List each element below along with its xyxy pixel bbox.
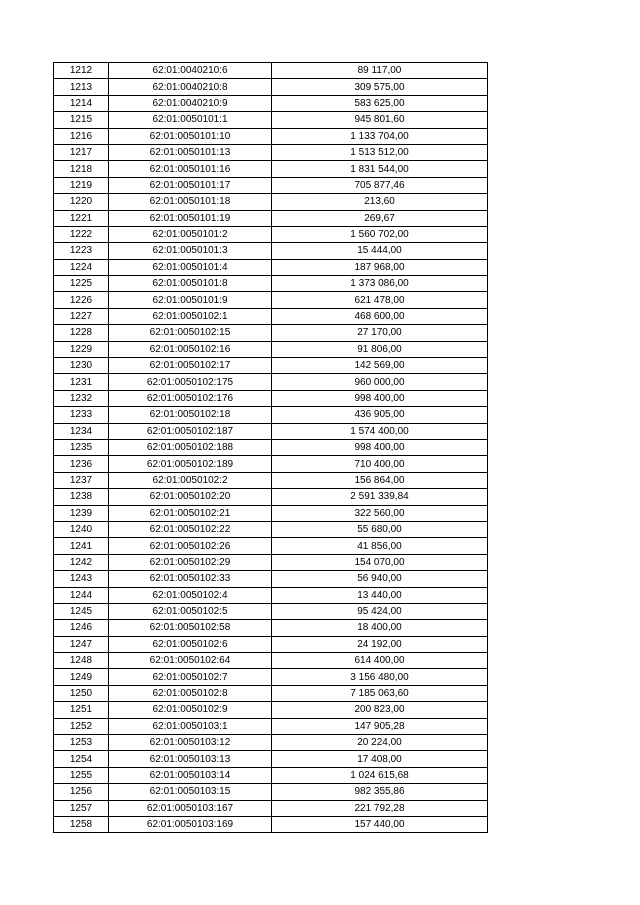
- value-cell: 436 905,00: [272, 407, 488, 423]
- table-row: [54, 325, 488, 341]
- table-row: [54, 587, 488, 603]
- cadastral-number-cell: 62:01:0050102:7: [109, 669, 272, 685]
- cadastral-number-cell: 62:01:0050102:187: [109, 423, 272, 439]
- value-cell: 18 400,00: [272, 620, 488, 636]
- cadastral-number-cell: 62:01:0050101:1: [109, 112, 272, 128]
- value-cell: 3 156 480,00: [272, 669, 488, 685]
- value-cell: 15 444,00: [272, 243, 488, 259]
- cadastral-number-cell: 62:01:0050103:167: [109, 800, 272, 816]
- cadastral-number-cell: 62:01:0050102:6: [109, 636, 272, 652]
- cadastral-number-cell: 62:01:0050103:14: [109, 767, 272, 783]
- cadastral-number-cell: 62:01:0050102:64: [109, 653, 272, 669]
- value-cell: 2 591 339,84: [272, 489, 488, 505]
- row-number-cell: 1228: [54, 325, 109, 341]
- cadastral-number-cell: 62:01:0050102:33: [109, 571, 272, 587]
- table-row: [54, 603, 488, 619]
- cadastral-number-cell: 62:01:0050102:17: [109, 358, 272, 374]
- table-row: [54, 489, 488, 505]
- table-row: [54, 653, 488, 669]
- value-cell: 614 400,00: [272, 653, 488, 669]
- value-cell: 27 170,00: [272, 325, 488, 341]
- cadastral-number-cell: 62:01:0050102:1: [109, 308, 272, 324]
- row-number-cell: 1234: [54, 423, 109, 439]
- value-cell: 1 560 702,00: [272, 226, 488, 242]
- row-number-cell: 1236: [54, 456, 109, 472]
- table-row: [54, 292, 488, 308]
- cadastral-number-cell: 62:01:0050103:12: [109, 735, 272, 751]
- value-cell: 998 400,00: [272, 439, 488, 455]
- table-row: [54, 439, 488, 455]
- value-cell: 1 574 400,00: [272, 423, 488, 439]
- value-cell: 142 569,00: [272, 358, 488, 374]
- table-row: [54, 767, 488, 783]
- value-cell: 945 801,60: [272, 112, 488, 128]
- table-row: [54, 276, 488, 292]
- table-row: [54, 521, 488, 537]
- table-row: [54, 456, 488, 472]
- cadastral-number-cell: 62:01:0050102:9: [109, 702, 272, 718]
- cadastral-number-cell: 62:01:0050101:18: [109, 194, 272, 210]
- cadastral-number-cell: 62:01:0050102:58: [109, 620, 272, 636]
- row-number-cell: 1240: [54, 521, 109, 537]
- value-cell: 24 192,00: [272, 636, 488, 652]
- table-row: [54, 374, 488, 390]
- table-row: [54, 341, 488, 357]
- cadastral-number-cell: 62:01:0050101:3: [109, 243, 272, 259]
- table-row: [54, 571, 488, 587]
- row-number-cell: 1245: [54, 603, 109, 619]
- row-number-cell: 1229: [54, 341, 109, 357]
- value-cell: 705 877,46: [272, 177, 488, 193]
- table-row: [54, 702, 488, 718]
- cadastral-number-cell: 62:01:0050102:189: [109, 456, 272, 472]
- row-number-cell: 1235: [54, 439, 109, 455]
- cadastral-number-cell: 62:01:0050103:15: [109, 784, 272, 800]
- table-row: [54, 308, 488, 324]
- table-row: [54, 95, 488, 111]
- value-cell: 187 968,00: [272, 259, 488, 275]
- value-cell: 95 424,00: [272, 603, 488, 619]
- table-row: [54, 669, 488, 685]
- cadastral-number-cell: 62:01:0050102:8: [109, 685, 272, 701]
- value-cell: 269,67: [272, 210, 488, 226]
- value-cell: 213,60: [272, 194, 488, 210]
- table-row: [54, 636, 488, 652]
- table-row: [54, 472, 488, 488]
- value-cell: 1 133 704,00: [272, 128, 488, 144]
- value-cell: 156 864,00: [272, 472, 488, 488]
- row-number-cell: 1226: [54, 292, 109, 308]
- row-number-cell: 1223: [54, 243, 109, 259]
- table-row: [54, 259, 488, 275]
- table-row: [54, 620, 488, 636]
- cadastral-number-cell: 62:01:0050102:176: [109, 390, 272, 406]
- cadastral-number-cell: 62:01:0050103:13: [109, 751, 272, 767]
- value-cell: 468 600,00: [272, 308, 488, 324]
- row-number-cell: 1218: [54, 161, 109, 177]
- cadastral-number-cell: 62:01:0050102:18: [109, 407, 272, 423]
- cadastral-number-cell: 62:01:0050101:4: [109, 259, 272, 275]
- row-number-cell: 1224: [54, 259, 109, 275]
- cadastral-number-cell: 62:01:0050103:1: [109, 718, 272, 734]
- row-number-cell: 1255: [54, 767, 109, 783]
- value-cell: 1 024 615,68: [272, 767, 488, 783]
- table-row: [54, 751, 488, 767]
- cadastral-number-cell: 62:01:0050102:175: [109, 374, 272, 390]
- row-number-cell: 1231: [54, 374, 109, 390]
- cadastral-number-cell: 62:01:0050102:21: [109, 505, 272, 521]
- table-row: [54, 685, 488, 701]
- row-number-cell: 1227: [54, 308, 109, 324]
- table-row: [54, 735, 488, 751]
- row-number-cell: 1220: [54, 194, 109, 210]
- row-number-cell: 1247: [54, 636, 109, 652]
- cadastral-number-cell: 62:01:0050102:2: [109, 472, 272, 488]
- value-cell: 221 792,28: [272, 800, 488, 816]
- row-number-cell: 1244: [54, 587, 109, 603]
- row-number-cell: 1239: [54, 505, 109, 521]
- row-number-cell: 1242: [54, 554, 109, 570]
- value-cell: 89 117,00: [272, 63, 488, 79]
- cadastral-number-cell: 62:01:0050102:20: [109, 489, 272, 505]
- cadastral-number-cell: 62:01:0050101:16: [109, 161, 272, 177]
- row-number-cell: 1233: [54, 407, 109, 423]
- row-number-cell: 1216: [54, 128, 109, 144]
- value-cell: 7 185 063,60: [272, 685, 488, 701]
- row-number-cell: 1249: [54, 669, 109, 685]
- value-cell: 1 513 512,00: [272, 144, 488, 160]
- row-number-cell: 1213: [54, 79, 109, 95]
- cadastral-number-cell: 62:01:0050102:22: [109, 521, 272, 537]
- value-cell: 55 680,00: [272, 521, 488, 537]
- value-cell: 960 000,00: [272, 374, 488, 390]
- row-number-cell: 1246: [54, 620, 109, 636]
- table-row: [54, 79, 488, 95]
- row-number-cell: 1212: [54, 63, 109, 79]
- table-row: [54, 177, 488, 193]
- value-cell: 200 823,00: [272, 702, 488, 718]
- row-number-cell: 1256: [54, 784, 109, 800]
- row-number-cell: 1252: [54, 718, 109, 734]
- data-sheet: [53, 62, 488, 833]
- cadastral-number-cell: 62:01:0040210:8: [109, 79, 272, 95]
- value-cell: 1 831 544,00: [272, 161, 488, 177]
- table-row: [54, 226, 488, 242]
- value-cell: 17 408,00: [272, 751, 488, 767]
- table-row: [54, 358, 488, 374]
- cadastral-number-cell: 62:01:0050101:2: [109, 226, 272, 242]
- value-cell: 710 400,00: [272, 456, 488, 472]
- row-number-cell: 1221: [54, 210, 109, 226]
- table-row: [54, 784, 488, 800]
- row-number-cell: 1251: [54, 702, 109, 718]
- cadastral-number-cell: 62:01:0050102:16: [109, 341, 272, 357]
- cadastral-number-cell: 62:01:0050101:19: [109, 210, 272, 226]
- value-cell: 157 440,00: [272, 816, 488, 832]
- row-number-cell: 1238: [54, 489, 109, 505]
- table-row: [54, 390, 488, 406]
- cadastral-number-cell: 62:01:0050102:4: [109, 587, 272, 603]
- value-cell: 621 478,00: [272, 292, 488, 308]
- row-number-cell: 1225: [54, 276, 109, 292]
- row-number-cell: 1253: [54, 735, 109, 751]
- cadastral-number-cell: 62:01:0050101:8: [109, 276, 272, 292]
- table-row: [54, 816, 488, 832]
- cadastral-number-cell: 62:01:0050102:26: [109, 538, 272, 554]
- table-row: [54, 800, 488, 816]
- table-row: [54, 161, 488, 177]
- table-row: [54, 112, 488, 128]
- table-row: [54, 505, 488, 521]
- cadastral-number-cell: 62:01:0050103:169: [109, 816, 272, 832]
- row-number-cell: 1243: [54, 571, 109, 587]
- value-cell: 309 575,00: [272, 79, 488, 95]
- cadastral-number-cell: 62:01:0050102:5: [109, 603, 272, 619]
- table-row: [54, 423, 488, 439]
- cadastral-number-cell: 62:01:0050102:15: [109, 325, 272, 341]
- value-cell: 20 224,00: [272, 735, 488, 751]
- table-body: [54, 63, 488, 833]
- row-number-cell: 1232: [54, 390, 109, 406]
- row-number-cell: 1241: [54, 538, 109, 554]
- table-row: [54, 718, 488, 734]
- table-row: [54, 194, 488, 210]
- row-number-cell: 1237: [54, 472, 109, 488]
- cadastral-number-cell: 62:01:0050102:29: [109, 554, 272, 570]
- table-row: [54, 144, 488, 160]
- value-cell: 56 940,00: [272, 571, 488, 587]
- value-cell: 583 625,00: [272, 95, 488, 111]
- cadastral-number-cell: 62:01:0050101:17: [109, 177, 272, 193]
- cadastral-number-cell: 62:01:0050101:9: [109, 292, 272, 308]
- row-number-cell: 1214: [54, 95, 109, 111]
- row-number-cell: 1222: [54, 226, 109, 242]
- table-row: [54, 210, 488, 226]
- value-cell: 998 400,00: [272, 390, 488, 406]
- table-row: [54, 243, 488, 259]
- value-cell: 1 373 086,00: [272, 276, 488, 292]
- value-cell: 982 355,86: [272, 784, 488, 800]
- table-row: [54, 128, 488, 144]
- row-number-cell: 1258: [54, 816, 109, 832]
- value-cell: 91 806,00: [272, 341, 488, 357]
- row-number-cell: 1257: [54, 800, 109, 816]
- row-number-cell: 1254: [54, 751, 109, 767]
- row-number-cell: 1230: [54, 358, 109, 374]
- value-cell: 41 856,00: [272, 538, 488, 554]
- row-number-cell: 1248: [54, 653, 109, 669]
- row-number-cell: 1250: [54, 685, 109, 701]
- cadastral-value-table: [53, 62, 488, 833]
- table-row: [54, 407, 488, 423]
- row-number-cell: 1219: [54, 177, 109, 193]
- cadastral-number-cell: 62:01:0050101:10: [109, 128, 272, 144]
- value-cell: 322 560,00: [272, 505, 488, 521]
- cadastral-number-cell: 62:01:0050102:188: [109, 439, 272, 455]
- table-row: [54, 63, 488, 79]
- value-cell: 13 440,00: [272, 587, 488, 603]
- value-cell: 147 905,28: [272, 718, 488, 734]
- row-number-cell: 1215: [54, 112, 109, 128]
- cadastral-number-cell: 62:01:0040210:6: [109, 63, 272, 79]
- row-number-cell: 1217: [54, 144, 109, 160]
- cadastral-number-cell: 62:01:0040210:9: [109, 95, 272, 111]
- table-row: [54, 554, 488, 570]
- cadastral-number-cell: 62:01:0050101:13: [109, 144, 272, 160]
- value-cell: 154 070,00: [272, 554, 488, 570]
- table-row: [54, 538, 488, 554]
